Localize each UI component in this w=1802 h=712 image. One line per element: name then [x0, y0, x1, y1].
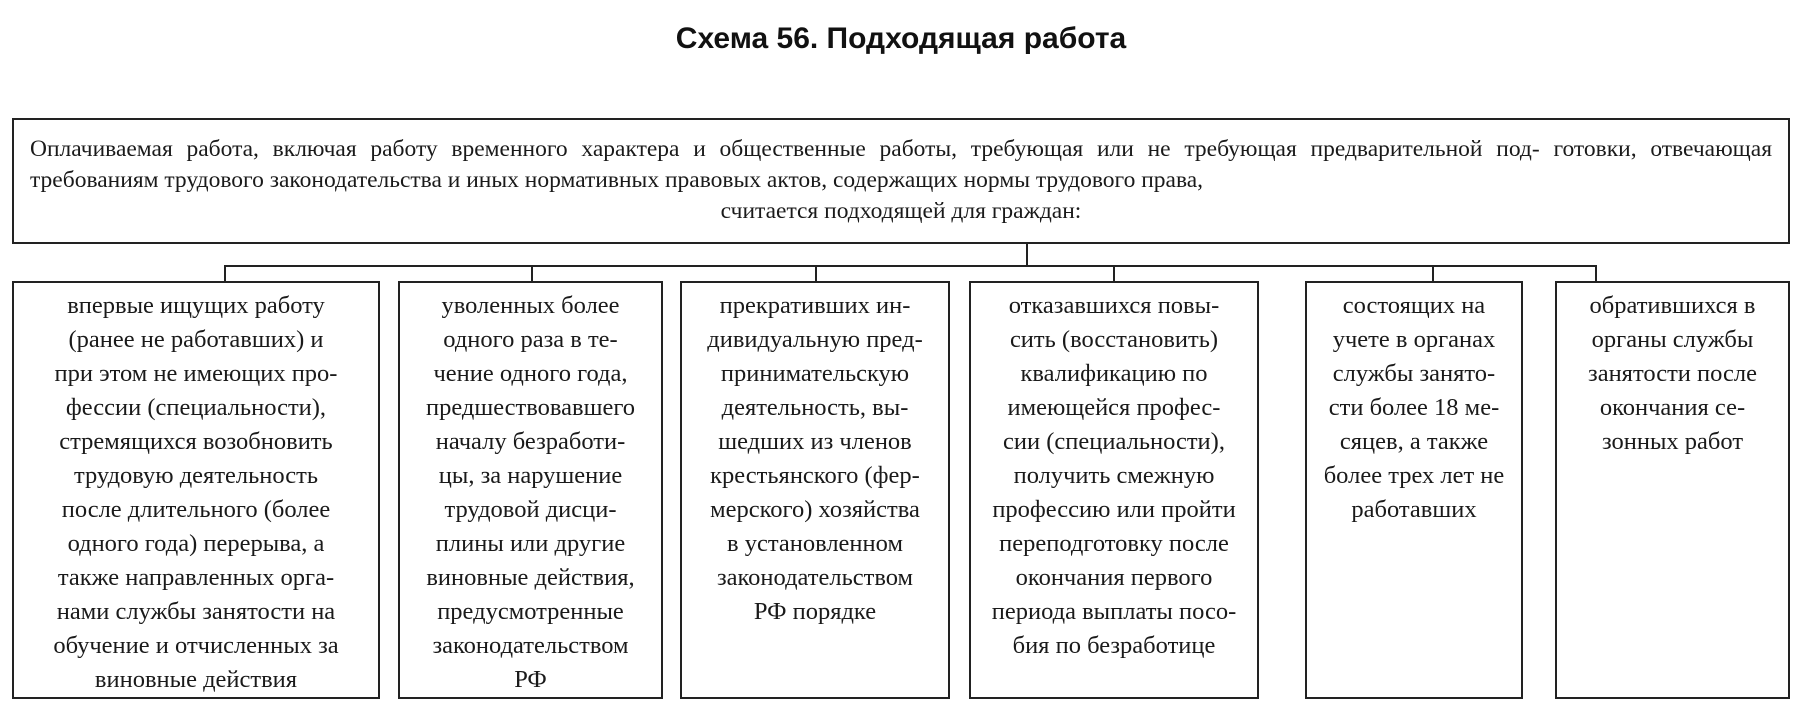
category-line: профессию или пройти	[992, 496, 1236, 523]
connector-branch-2	[531, 265, 533, 282]
category-line: занятости после	[1588, 360, 1757, 387]
category-line: (ранее не работавших) и	[68, 326, 324, 353]
category-line: трудовой дисци-	[444, 496, 617, 523]
category-box-refused-training	[969, 281, 1259, 699]
category-line: также направленных орга-	[57, 564, 335, 591]
category-line: учете в органах	[1332, 326, 1496, 353]
category-line: в установленном	[727, 530, 903, 557]
connector-branch-5	[1432, 265, 1434, 282]
category-line: цы, за нарушение	[438, 462, 623, 489]
category-line: предшествовавшего	[425, 394, 636, 421]
category-line: обратившихся в	[1589, 292, 1756, 319]
category-line: уволенных более	[441, 292, 620, 319]
connector-branch-6	[1595, 265, 1597, 282]
category-line: крестьянского (фер-	[710, 462, 920, 489]
category-line: окончания се-	[1599, 394, 1746, 421]
category-line: нами службы занятости на	[56, 598, 336, 625]
category-line: имеющейся профес-	[1007, 394, 1221, 421]
definition-line: готовки, отвечающая требованиям трудового законодательства и иных нормативных правовых актов, содержащих нормы трудового права,	[30, 136, 1772, 193]
category-line: сии (специальности),	[1003, 428, 1225, 455]
category-line: получить смежную	[1013, 462, 1215, 489]
connector-branch-1	[224, 265, 226, 282]
category-box-ceased-entrepreneurs	[680, 281, 950, 699]
category-line: трудовую деятельность	[73, 462, 319, 489]
connector-trunk	[224, 265, 1597, 267]
category-line: прекративших ин-	[719, 292, 911, 319]
category-line: отказавшихся повы-	[1008, 292, 1220, 319]
category-line: законодательством	[432, 632, 629, 659]
category-line: состоящих на	[1342, 292, 1486, 319]
category-line: фессии (специальности),	[65, 394, 327, 421]
category-line: периода выплаты посо-	[991, 598, 1237, 625]
diagram-title: Схема 56. Подходящая работа	[675, 22, 1127, 55]
category-box-seasonal-workers	[1555, 281, 1790, 699]
category-line: принимательскую	[720, 360, 910, 387]
category-box-first-time-seekers	[12, 281, 380, 699]
category-line: при этом не имеющих про-	[54, 360, 338, 387]
category-line: сяцев, а также	[1339, 428, 1489, 455]
category-line: РФ порядке	[753, 598, 877, 625]
connector-stem	[1026, 244, 1028, 266]
category-line: более трех лет не	[1323, 462, 1505, 489]
category-line: законодательством	[716, 564, 914, 591]
category-box-dismissed-repeatedly	[398, 281, 663, 699]
category-line: плины или другие	[435, 530, 626, 557]
category-line: чение одного года,	[433, 360, 628, 387]
definition-line: считается подходящей для граждан:	[720, 198, 1082, 224]
category-line: окончания первого	[1015, 564, 1213, 591]
category-line: деятельность, вы-	[721, 394, 909, 421]
category-line: началу безработи-	[435, 428, 626, 455]
definition-line: Оплачиваемая работа, включая работу временного характера и общественные работы, требующая или не требующая предварительной под-	[30, 136, 1540, 162]
category-line: мерского) хозяйства	[710, 496, 920, 523]
category-line: квалификацию по	[1020, 360, 1208, 387]
connector-branch-3	[815, 265, 817, 282]
category-line: сти более 18 ме-	[1328, 394, 1500, 421]
category-line: дивидуальную пред-	[707, 326, 923, 353]
category-line: одного раза в те-	[443, 326, 618, 353]
definition-box	[12, 118, 1790, 244]
category-line: РФ	[514, 666, 547, 693]
category-line: шедших из членов	[718, 428, 912, 455]
category-box-long-term-registered	[1305, 281, 1523, 699]
category-line: обучение и отчисленных за	[53, 632, 339, 659]
category-line: зонных работ	[1601, 428, 1744, 455]
category-line: органы службы	[1591, 326, 1754, 353]
category-line: после длительного (более	[61, 496, 331, 523]
category-line: виновные действия,	[426, 564, 635, 591]
category-line: бия по безработице	[1012, 632, 1216, 659]
category-line: одного года) перерыва, а	[67, 530, 325, 557]
category-line: предусмотренные	[437, 598, 624, 625]
category-line: переподготовку после	[999, 530, 1229, 557]
category-line: стремящихся возобновить	[59, 428, 333, 455]
connector-branch-4	[1113, 265, 1115, 282]
category-line: работавших	[1351, 496, 1477, 523]
category-line: сить (восстановить)	[1009, 326, 1219, 353]
category-line: впервые ищущих работу	[67, 292, 325, 319]
category-line: виновные действия	[94, 666, 298, 693]
category-line: службы занято-	[1332, 360, 1496, 387]
